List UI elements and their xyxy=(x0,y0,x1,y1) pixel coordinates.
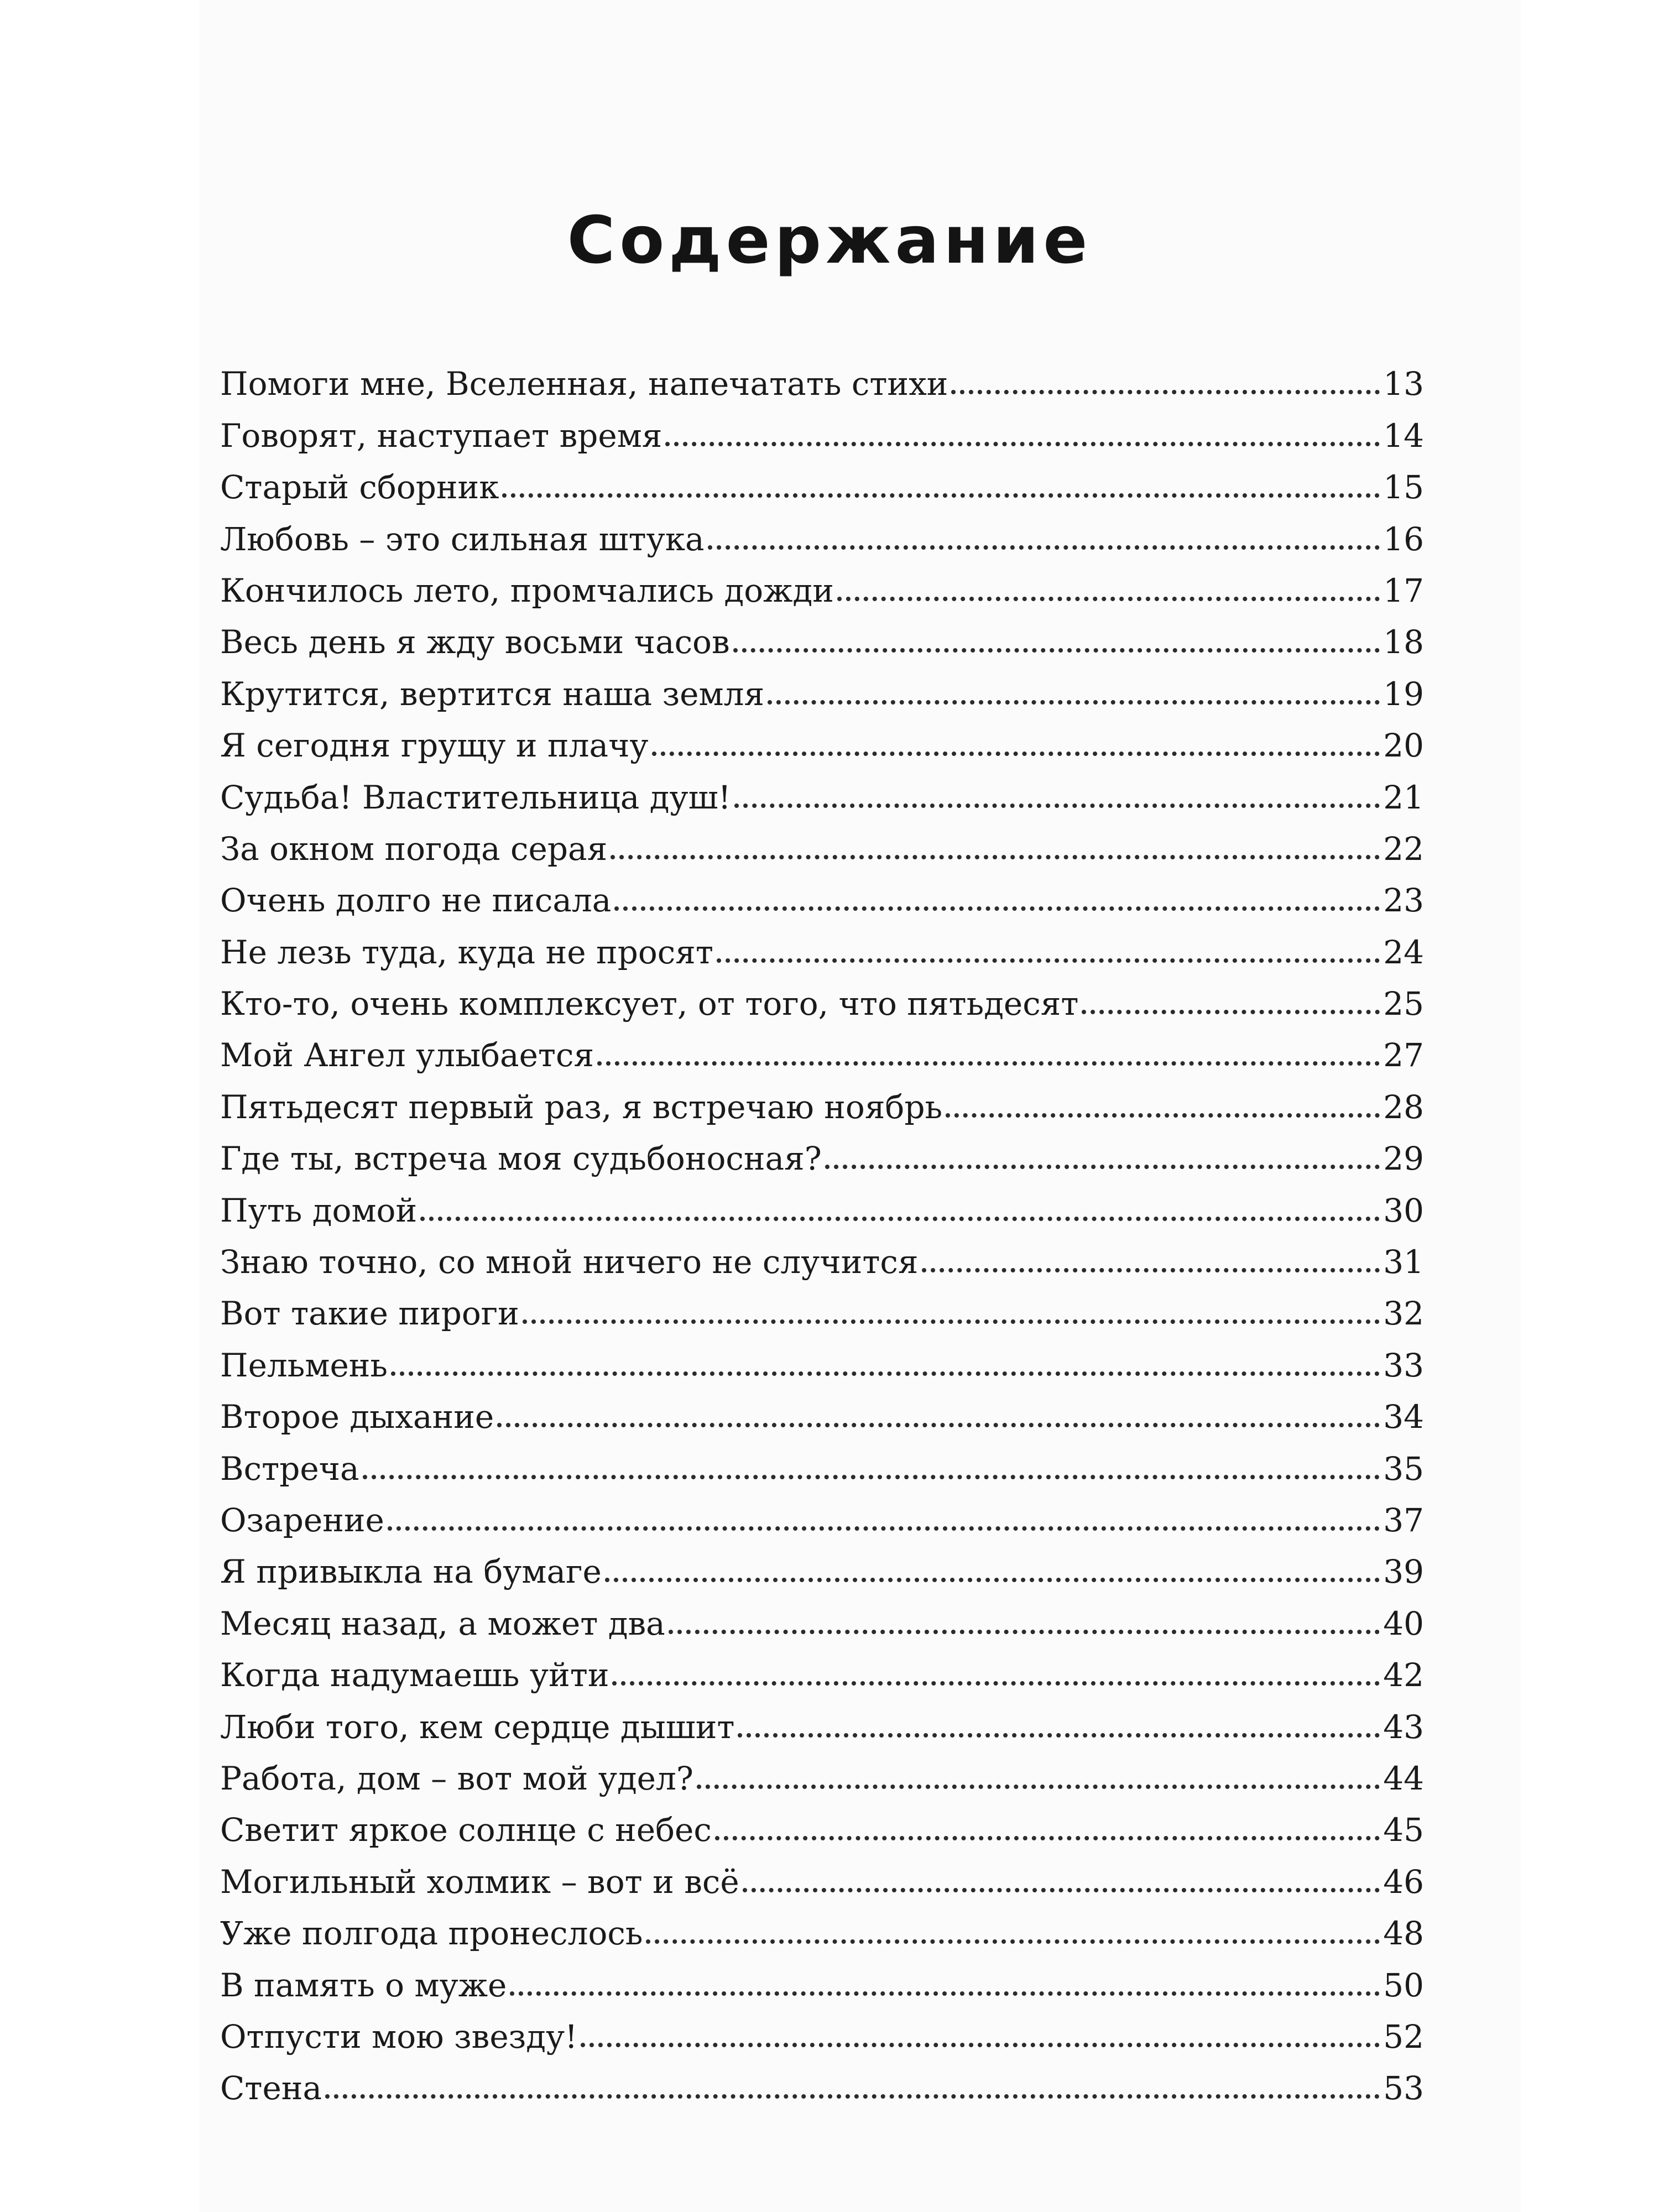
toc-entry-title: Очень долго не писала xyxy=(220,881,612,920)
toc-entry-page: 25 xyxy=(1383,985,1424,1023)
toc-entry-page: 29 xyxy=(1383,1140,1424,1178)
toc-entry-page: 17 xyxy=(1383,571,1424,609)
dot-leader xyxy=(665,442,1380,446)
toc-entry-page: 21 xyxy=(1383,778,1424,816)
toc-entry-title: Я сегодня грущу и плачу xyxy=(220,727,649,765)
toc-entry-page: 53 xyxy=(1383,2069,1424,2107)
toc-entry xyxy=(220,2053,1424,2107)
dot-leader xyxy=(652,752,1380,756)
dot-leader xyxy=(715,1836,1380,1840)
toc-entry-page: 44 xyxy=(1383,1759,1424,1797)
toc-entry-title: Пятьдесят первый раз, я встречаю ноябрь xyxy=(220,1088,943,1126)
toc-entry xyxy=(220,1071,1424,1126)
toc-entry-page: 24 xyxy=(1383,933,1424,971)
toc-entry xyxy=(220,865,1424,920)
toc-entry xyxy=(220,1433,1424,1488)
toc-entry-page: 43 xyxy=(1383,1708,1424,1746)
dot-leader xyxy=(946,1113,1380,1118)
toc-entry xyxy=(220,1536,1424,1591)
toc-entry-page: 30 xyxy=(1383,1191,1424,1229)
toc-entry-page: 52 xyxy=(1383,2017,1424,2056)
toc-entry xyxy=(220,1794,1424,1849)
toc-entry xyxy=(220,658,1424,713)
toc-entry-title: Не лезь туда, куда не просят xyxy=(220,933,713,971)
toc-entry xyxy=(220,1743,1424,1797)
dot-leader xyxy=(597,1061,1380,1066)
dot-leader xyxy=(837,597,1380,601)
toc-entry xyxy=(220,1175,1424,1229)
toc-entry xyxy=(220,1588,1424,1642)
dot-leader xyxy=(669,1630,1380,1634)
toc-entry-page: 34 xyxy=(1383,1398,1424,1436)
toc-entry xyxy=(220,916,1424,971)
toc-entry xyxy=(220,1898,1424,1953)
toc-entry-page: 40 xyxy=(1383,1604,1424,1642)
table-of-contents xyxy=(220,348,1424,2107)
toc-entry xyxy=(220,813,1424,868)
dot-leader xyxy=(502,493,1380,498)
dot-leader xyxy=(1082,1010,1380,1014)
toc-entry-page: 42 xyxy=(1383,1656,1424,1694)
toc-entry-title: Светит яркое солнце с небес xyxy=(220,1811,712,1849)
toc-entry xyxy=(220,1020,1424,1074)
dot-leader xyxy=(363,1475,1380,1479)
toc-entry-title: Старый сборник xyxy=(220,468,499,507)
toc-entry-page: 14 xyxy=(1383,416,1424,455)
toc-entry-page: 50 xyxy=(1383,1966,1424,2004)
toc-entry-title: Помоги мне, Вселенная, напечатать стихи xyxy=(220,365,948,403)
toc-entry-page: 32 xyxy=(1383,1295,1424,1333)
dot-leader xyxy=(581,2043,1380,2047)
dot-leader xyxy=(717,958,1380,963)
dot-leader xyxy=(646,1939,1380,1944)
toc-entry-title: За окном погода серая xyxy=(220,830,608,868)
toc-entry-title: Знаю точно, со мной ничего не случится xyxy=(220,1243,919,1281)
toc-entry-page: 39 xyxy=(1383,1553,1424,1591)
dot-leader xyxy=(420,1217,1380,1221)
toc-entry-title: Месяц назад, а может два xyxy=(220,1604,665,1642)
toc-entry-title: Второе дыхание xyxy=(220,1398,494,1436)
toc-entry-title: Могильный холмик – вот и всё xyxy=(220,1863,739,1901)
toc-entry-title: Пельмень xyxy=(220,1346,388,1384)
dot-leader xyxy=(922,1268,1380,1272)
toc-entry-page: 45 xyxy=(1383,1811,1424,1849)
dot-leader xyxy=(733,648,1380,653)
toc-entry-title: Отпусти мою звезду! xyxy=(220,2017,578,2056)
toc-entry-page: 35 xyxy=(1383,1449,1424,1488)
toc-entry-page: 15 xyxy=(1383,468,1424,507)
toc-entry-page: 18 xyxy=(1383,623,1424,661)
toc-entry-title: Кончилось лето, промчались дожди xyxy=(220,571,834,609)
toc-entry-page: 28 xyxy=(1383,1088,1424,1126)
toc-entry-page: 33 xyxy=(1383,1346,1424,1384)
toc-entry xyxy=(220,1381,1424,1436)
toc-entry-page: 13 xyxy=(1383,365,1424,403)
toc-entry-title: Я привыкла на бумаге xyxy=(220,1553,602,1591)
toc-entry xyxy=(220,1485,1424,1539)
toc-entry xyxy=(220,2001,1424,2056)
toc-entry xyxy=(220,555,1424,607)
toc-entry-page: 48 xyxy=(1383,1914,1424,1953)
toc-entry-page: 19 xyxy=(1383,675,1424,713)
toc-entry-title: Вот такие пироги xyxy=(220,1295,519,1333)
toc-entry-page: 20 xyxy=(1383,727,1424,765)
toc-entry-page: 23 xyxy=(1383,881,1424,920)
toc-entry xyxy=(220,968,1424,1023)
toc-entry-page: 37 xyxy=(1383,1501,1424,1539)
toc-entry xyxy=(220,348,1424,403)
toc-entry-title: Путь домой xyxy=(220,1191,418,1229)
page-title: Содержание xyxy=(567,202,1092,278)
toc-entry-page: 31 xyxy=(1383,1243,1424,1281)
dot-leader xyxy=(825,1165,1380,1169)
toc-entry xyxy=(220,503,1424,558)
dot-leader xyxy=(951,390,1380,394)
toc-entry-title: Озарение xyxy=(220,1501,384,1539)
toc-entry-title: Весь день я жду восьми часов xyxy=(220,623,730,661)
toc-entry xyxy=(220,1949,1424,2004)
toc-entry-page: 16 xyxy=(1383,520,1424,558)
toc-entry xyxy=(220,400,1424,455)
toc-entry-title: Стена xyxy=(220,2069,322,2107)
dot-leader xyxy=(743,1888,1380,1892)
toc-entry-page: 46 xyxy=(1383,1863,1424,1901)
toc-entry-title: Говорят, наступает время xyxy=(220,416,662,455)
dot-leader xyxy=(510,1991,1380,1996)
toc-entry-title: Когда надумаешь уйти xyxy=(220,1656,609,1694)
dot-leader xyxy=(611,855,1380,859)
dot-leader xyxy=(697,1785,1380,1789)
dot-leader xyxy=(612,1681,1380,1686)
toc-entry-title: Кто-то, очень комплексует, от того, что пятьдесят xyxy=(220,985,1079,1023)
dot-leader xyxy=(391,1371,1380,1376)
toc-entry xyxy=(220,1123,1424,1178)
toc-entry-page: 27 xyxy=(1383,1036,1424,1074)
toc-entry xyxy=(220,761,1424,816)
toc-entry xyxy=(220,452,1424,507)
toc-entry-title: Встреча xyxy=(220,1449,359,1488)
toc-entry-title: Крутится, вертится наша земля xyxy=(220,675,765,713)
toc-entry-title: Любовь – это сильная штука xyxy=(220,520,705,558)
toc-entry-title: Уже полгода пронеслось xyxy=(220,1914,643,1953)
toc-entry xyxy=(220,1329,1424,1384)
toc-entry-title: Судьба! Властительница душ! xyxy=(220,778,731,816)
dot-leader xyxy=(738,1733,1380,1738)
dot-leader xyxy=(734,804,1380,808)
toc-entry-title: Работа, дом – вот мой удел? xyxy=(220,1759,693,1797)
toc-entry xyxy=(220,1278,1424,1333)
toc-entry-page: 22 xyxy=(1383,830,1424,868)
toc-entry-title: Где ты, встреча моя судьбоносная? xyxy=(220,1140,822,1178)
toc-entry xyxy=(220,1227,1424,1281)
toc-entry xyxy=(220,1640,1424,1694)
toc-entry xyxy=(220,1846,1424,1901)
dot-leader xyxy=(605,1578,1380,1582)
dot-leader xyxy=(614,906,1380,911)
dot-leader xyxy=(497,1423,1380,1427)
dot-leader xyxy=(768,700,1380,705)
toc-entry-title: В память о муже xyxy=(220,1966,507,2004)
toc-entry-title: Люби того, кем сердце дышит xyxy=(220,1708,735,1746)
toc-entry xyxy=(220,1691,1424,1746)
toc-entry xyxy=(220,607,1424,661)
toc-entry-title: Мой Ангел улыбается xyxy=(220,1036,594,1074)
dot-leader xyxy=(325,2094,1380,2099)
dot-leader xyxy=(523,1319,1380,1324)
toc-entry xyxy=(220,710,1424,765)
dot-leader xyxy=(708,545,1380,550)
dot-leader xyxy=(388,1526,1380,1531)
